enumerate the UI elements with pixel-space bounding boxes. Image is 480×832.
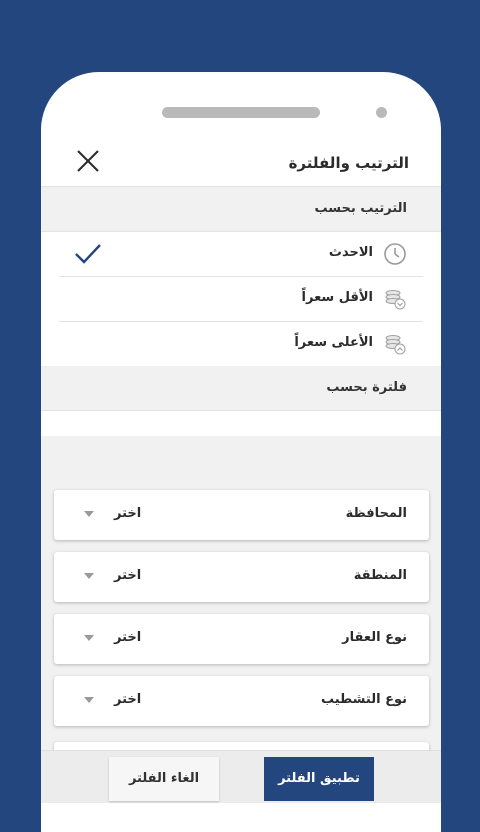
dropdown-label: المنطقة [353,568,407,583]
coins-up-icon [383,332,407,356]
sort-option-lowest-price[interactable] [59,277,423,322]
dropdown-label: المحافظة [345,506,407,521]
phone-speaker [162,107,320,118]
sort-filter-screen [41,140,441,802]
phone-frame [41,72,441,832]
governorate-dropdown[interactable] [54,490,429,540]
caret-down-icon [84,697,94,703]
sort-option-label: الأعلى سعراً [294,335,373,350]
dropdown-value: اختر [114,630,142,645]
dropdown-value: اختر [114,568,142,583]
sort-option-label: الأقل سعراً [301,290,373,305]
sort-section-header [41,187,441,232]
cancel-filter-button[interactable]: الغاء الفلتر [109,757,219,801]
check-icon [73,240,103,268]
dropdown-value: اختر [114,506,142,521]
apply-filter-button[interactable]: تطبيق الفلتر [264,757,374,801]
finishing-type-dropdown[interactable] [54,676,429,726]
footer-actions [41,750,441,803]
dropdown-label: نوع العقار [342,630,407,645]
header [41,140,441,187]
dropdown-label: نوع التشطيب [320,692,407,707]
dropdown-value: اختر [114,692,142,707]
coins-down-icon [383,287,407,311]
area-dropdown[interactable] [54,552,429,602]
filter-list [41,436,441,802]
close-icon[interactable] [73,146,103,176]
caret-down-icon [84,573,94,579]
filter-section-header [41,366,441,411]
property-type-dropdown[interactable] [54,614,429,664]
caret-down-icon [84,635,94,641]
phone-camera [376,107,387,118]
sort-section-title: الترتيب بحسب [314,201,407,216]
sort-option-label: الاحدث [328,245,373,260]
filter-section-title: فلترة بحسب [326,380,407,395]
page-title: الترتيب والفلترة [288,154,409,172]
sort-option-newest[interactable] [59,232,423,277]
sort-option-highest-price[interactable] [59,322,423,366]
caret-down-icon [84,511,94,517]
clock-icon [383,242,407,266]
